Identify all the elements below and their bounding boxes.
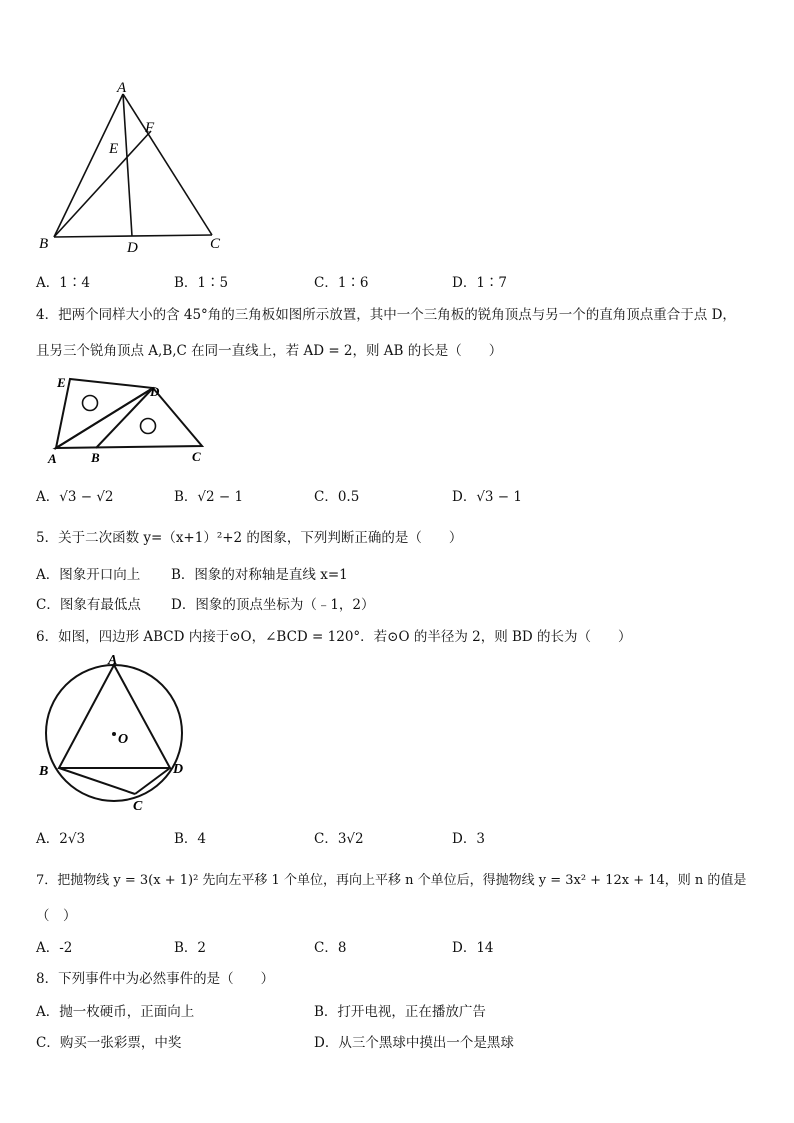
q4-option-d: D．√3 − 1 — [452, 489, 522, 505]
q6-stem: 6．如图，四边形 ABCD 内接于⊙O，∠BCD = 120°．若⊙O 的半径为 2，则 BD 的长为（ ） — [36, 629, 632, 645]
q3-label-d: D — [127, 240, 138, 256]
q4-label-a: A — [48, 451, 57, 466]
q5-option-a: A．图象开口向上 — [36, 567, 141, 583]
q5-option-c: C．图象有最低点 — [36, 597, 141, 613]
q5-option-d: D．图象的顶点坐标为（﹣1，2） — [171, 597, 375, 613]
q7-option-d: D．14 — [452, 940, 494, 956]
q8-option-b: B．打开电视，正在播放广告 — [314, 1004, 486, 1020]
q5-stem: 5．关于二次函数 y=（x+1）²+2 的图象，下列判断正确的是（ ） — [36, 530, 463, 546]
q7-stem-line1: 7．把抛物线 y = 3(x + 1)² 先向左平移 1 个单位，再向上平移 n 个单位后，得抛物线 y = 3x² + 12x + 14，则 n 的值是 — [36, 873, 747, 888]
q7-option-c: C．8 — [314, 940, 347, 956]
q4-label-d: D — [150, 384, 160, 399]
q6-circle-figure — [34, 648, 204, 818]
q7-option-a: A．-2 — [36, 940, 73, 956]
q6-label-b: B — [39, 764, 49, 779]
q4-set-squares-figure — [40, 370, 220, 470]
q6-option-c: C．3√2 — [314, 831, 364, 847]
q3-label-c: C — [210, 236, 221, 252]
q8-option-c: C．购买一张彩票，中奖 — [36, 1035, 182, 1051]
q3-option-d: D．1∶7 — [452, 275, 508, 291]
q3-label-b: B — [39, 236, 49, 252]
q7-option-b: B．2 — [174, 940, 207, 956]
q3-label-f: F — [145, 120, 155, 136]
q4-stem-line1: 4．把两个同样大小的含 45°角的三角板如图所示放置，其中一个三角板的锐角顶点与另一个的直角顶点重合于点 D， — [36, 307, 736, 323]
q4-label-c: C — [192, 449, 201, 464]
q4-stem-line2: 且另三个锐角顶点 A,B,C 在同一直线上，若 AD = 2，则 AB 的长是（ ） — [36, 343, 503, 359]
q3-option-c: C．1∶6 — [314, 275, 369, 291]
q4-option-a: A．√3 − √2 — [36, 489, 114, 505]
q6-label-a: A — [108, 653, 118, 668]
q4-option-b: B．√2 − 1 — [174, 489, 244, 505]
q6-option-b: B．4 — [174, 831, 207, 847]
q6-label-c: C — [133, 799, 143, 814]
q3-label-a: A — [117, 80, 127, 96]
q8-stem: 8．下列事件中为必然事件的是（ ） — [36, 971, 275, 987]
q6-label-d: D — [173, 762, 184, 777]
q4-option-c: C．0.5 — [314, 489, 360, 505]
q4-label-b: B — [91, 450, 100, 465]
q6-option-d: D．3 — [452, 831, 485, 847]
q8-option-a: A．抛一枚硬币，正面向上 — [36, 1004, 195, 1020]
q5-option-b: B．图象的对称轴是直线 x=1 — [171, 567, 348, 583]
q3-option-b: B．1∶5 — [174, 275, 229, 291]
q8-option-d: D．从三个黑球中摸出一个是黑球 — [314, 1035, 514, 1051]
q4-label-e: E — [57, 375, 66, 390]
q6-label-o: O — [118, 732, 129, 747]
q3-triangle-figure — [30, 80, 240, 260]
q3-option-a: A．1∶4 — [36, 275, 90, 291]
q6-option-a: A．2√3 — [36, 831, 86, 847]
q7-stem-line2: （ ） — [36, 908, 77, 924]
q3-label-e: E — [109, 141, 119, 157]
